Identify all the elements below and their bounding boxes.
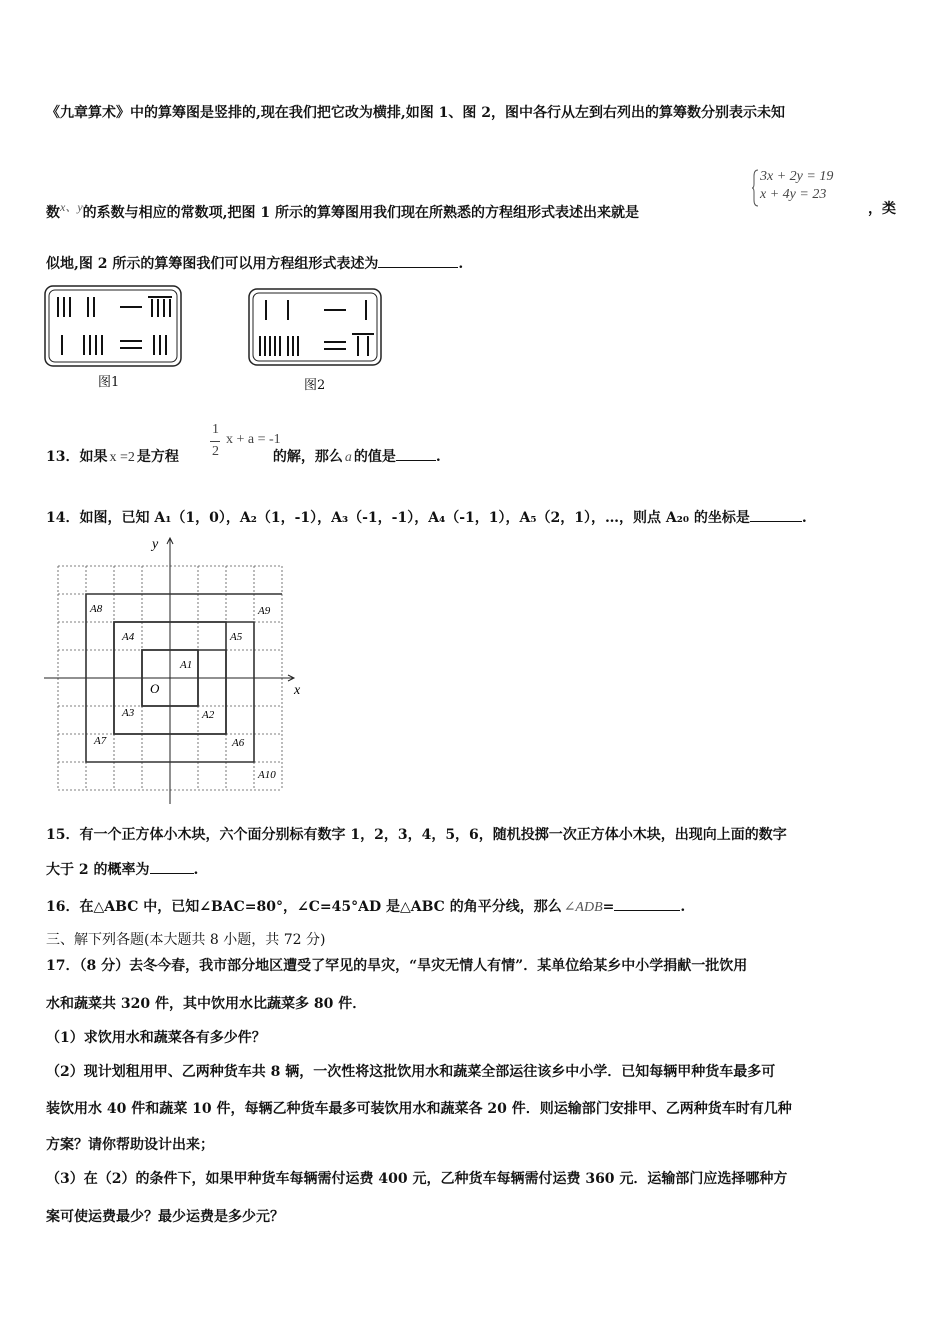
intro-line-3 [46,253,463,273]
equation-row-1: 3x + 2y = 19 [760,169,834,184]
q13-fraction-numerator: 1 [212,422,219,437]
label-a2: A2 [202,709,215,721]
intro-line-3-end: . [458,256,464,272]
q13-fraction-bar [210,441,220,442]
q15-end: . [193,862,199,878]
q15-line-1: 15．有一个正方体小木块，六个面分别标有数字 1，2，3，4，5，6，随机投掷一次正方体小木块，出现向上面的数字 [46,827,787,843]
q17-part-1: （1）求饮用水和蔬菜各有多少件？ [46,1030,266,1046]
answer-blank-14[interactable] [750,507,802,522]
q17-part-2-line-3: 方案？请你帮助设计出来； [46,1137,214,1153]
q13-line [46,446,441,466]
q17-part-2-line-1: （2）现计划租用甲、乙两种货车共 8 辆，一次性将这批饮用水和蔬菜全部运往该乡中小学．已知每辆甲种货车最多可 [46,1064,776,1080]
q17-part-3-line-2: 案可使运费最少？最少运费是多少元？ [46,1209,284,1225]
fig2-caption: 图2 [304,378,326,393]
q13-end: . [435,449,441,465]
q17-part-3-line-1: （3）在（2）的条件下，如果甲种货车每辆需付运费 400 元，乙种货车每辆需付运费 360 元．运输部门应选择哪种方 [46,1171,788,1187]
q13-suffix: 的解，那么 [272,449,343,465]
q13-var-a: a [344,450,352,465]
counting-rods-figure-1 [44,285,182,367]
intro-line-2-a: 数 [46,205,60,221]
q15-line-2 [46,859,198,879]
q14-end: . [801,510,807,526]
origin-label: O [150,681,160,696]
label-a3: A3 [122,707,135,719]
q16-prefix: 16．在△ABC 中，已知∠BAC=80°，∠C=45°AD 是△ABC 的角平分线，那么 [46,899,562,915]
answer-blank-12[interactable] [378,253,458,268]
q16-end: . [680,899,686,915]
q17-part-2-line-2: 装饮用水 40 件和蔬菜 10 件，每辆乙种货车最多可装饮用水和蔬菜各 20 件．则运输部门安排甲、乙两种货车时有几种 [46,1101,792,1117]
section-3-title: 三、解下列各题(本大题共 8 小题，共 72 分) [46,932,326,948]
q17-line-2: 水和蔬菜共 320 件，其中饮用水比蔬菜多 80 件． [46,996,367,1012]
label-a1: A1 [180,659,193,671]
answer-blank-16[interactable] [614,896,680,911]
label-a4: A4 [122,631,135,643]
label-a9: A9 [258,605,271,617]
label-a6: A6 [232,737,245,749]
spiral-grid-figure [44,532,306,810]
intro-line-1: 《九章算术》中的算筹图是竖排的,现在我们把它改为横排,如图 1、图 2，图中各行从左到右列出的算筹数分别表示未知 [46,105,785,121]
q13-mid: 是方程 [136,449,179,465]
q13-fraction-denominator: 2 [212,444,219,459]
variables-xy: x、y [60,200,83,214]
fig1-caption: 图1 [98,375,120,390]
q13-equation: x + a = -1 [226,432,281,447]
axis-x-label: x [294,683,301,698]
intro-line-2-end: ，类 [868,201,896,217]
label-a10: A10 [258,769,276,781]
answer-blank-15[interactable] [150,859,194,874]
q14-line [46,507,807,527]
q16-line [46,896,685,916]
q13-suffix2: 的值是 [353,449,396,465]
q16-suffix: = [602,899,615,915]
answer-blank-13[interactable] [396,446,436,461]
q17-line-1: 17．（8 分）去冬今春，我市部分地区遭受了罕见的旱灾，“旱灾无情人有情”．某单位给某乡中小学捐献一批饮用 [46,958,748,974]
q15-line-2-text: 大于 2 的概率为 [46,862,150,878]
intro-line-3-text: 似地,图 2 所示的算筹图我们可以用方程组形式表述为 [46,256,379,272]
counting-rods-figure-2 [248,288,382,366]
intro-line-2 [46,198,639,222]
q14-text: 14．如图，已知 A₁（1，0），A₂（1，-1），A₃（-1，-1），A₄（-1，1），A₅（2，1），…，则点 A₂₀ 的坐标是 [46,510,750,526]
q13-condition: x =2 [109,450,135,465]
q13-prefix: 13．如果 [46,449,108,465]
label-a5: A5 [230,631,243,643]
intro-line-2-b: 的系数与相应的常数项,把图 1 所示的算筹图用我们现在所熟悉的方程组形式表述出来就是 [82,205,640,221]
label-a8: A8 [90,603,103,615]
axis-y-label: y [152,537,159,552]
q16-angle: ∠ADB [563,900,603,915]
label-a7: A7 [94,735,107,747]
equation-row-2: x + 4y = 23 [760,187,827,202]
